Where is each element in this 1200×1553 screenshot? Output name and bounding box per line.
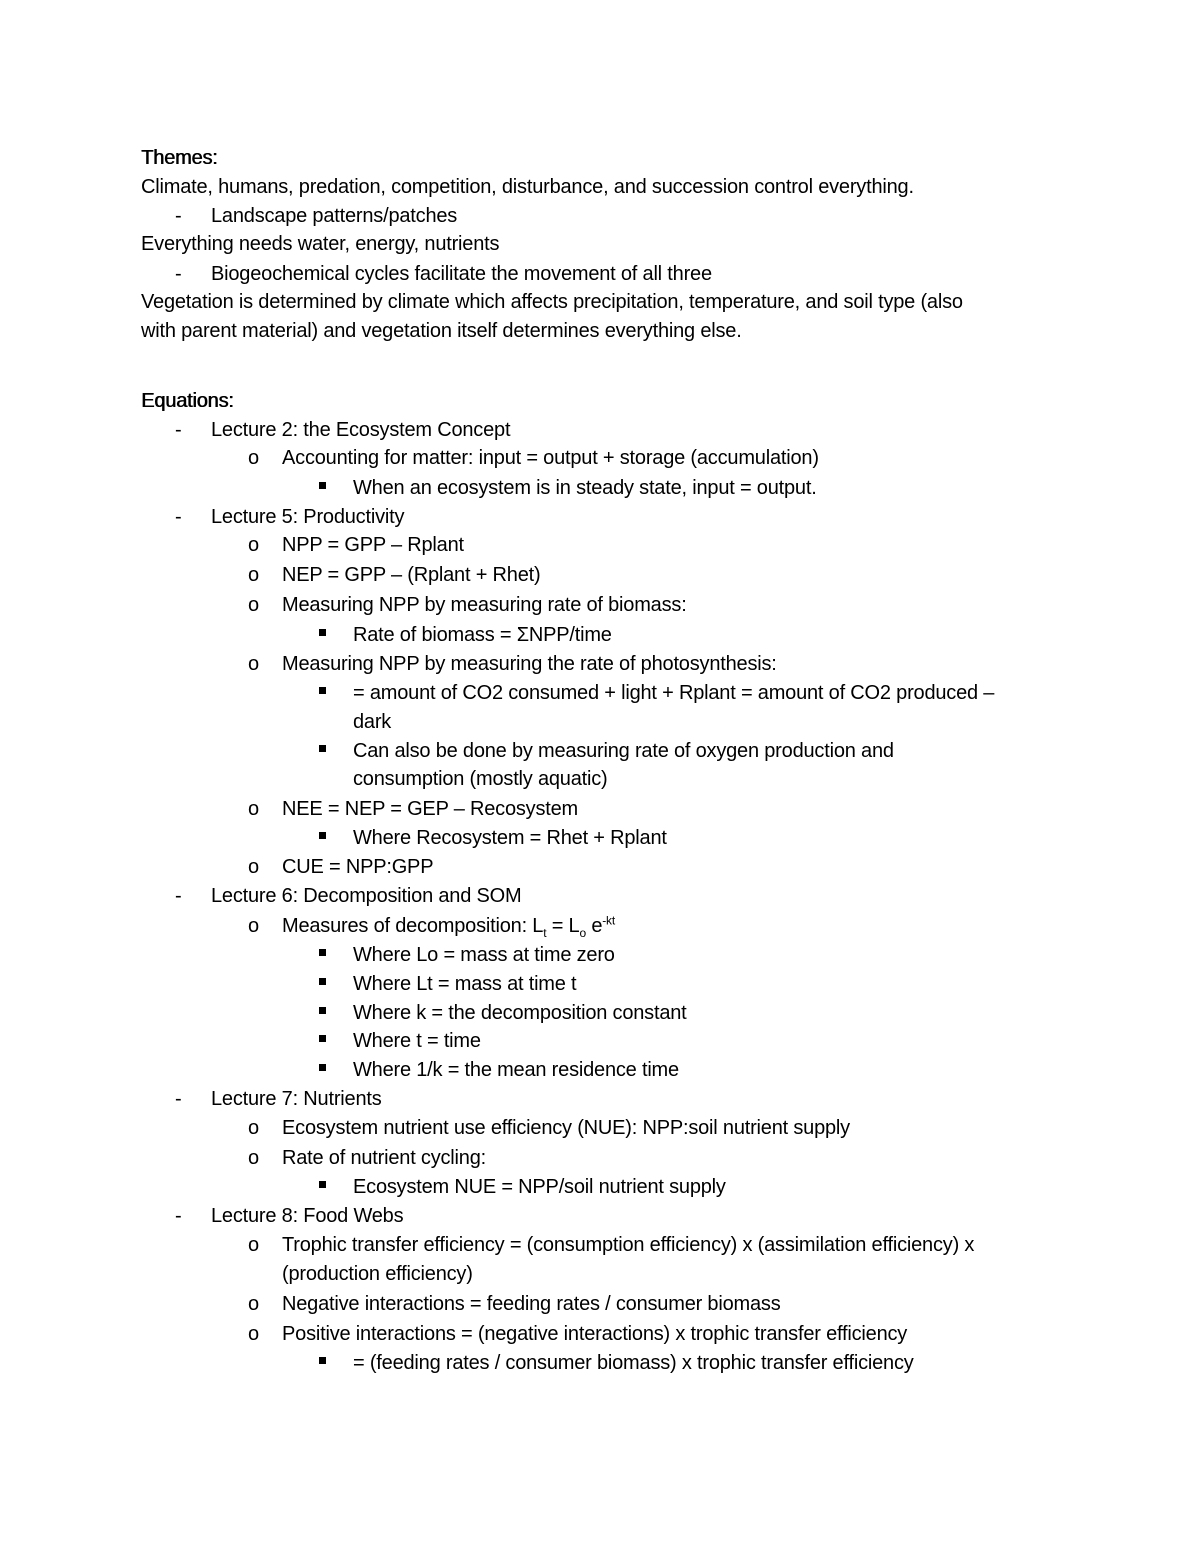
square-bullet-icon — [319, 1064, 326, 1071]
equations-heading: Equations: — [141, 390, 234, 412]
equation-superscript: -kt — [602, 913, 615, 928]
list-item: Measuring NPP by measuring the rate of photosynthesis: — [282, 653, 777, 675]
equation-text: = L — [546, 915, 580, 937]
list-subitem: Where Lt = mass at time t — [353, 973, 577, 995]
list-subitem: Where Recosystem = Rhet + Rplant — [353, 827, 667, 849]
dash-bullet: - — [175, 885, 182, 907]
list-subitem: = (feeding rates / consumer biomass) x trophic transfer efficiency — [353, 1352, 914, 1374]
list-item-continuation: (production efficiency) — [282, 1263, 473, 1285]
list-item: Measuring NPP by measuring rate of biomass: — [282, 594, 687, 616]
dash-bullet: - — [175, 205, 182, 227]
dash-bullet: - — [175, 506, 182, 528]
list-subitem: When an ecosystem is in steady state, input = output. — [353, 477, 817, 499]
list-item: Ecosystem nutrient use efficiency (NUE): NPP:soil nutrient supply — [282, 1117, 850, 1139]
list-subitem: Rate of biomass = ΣNPP/time — [353, 624, 612, 646]
circle-bullet: o — [248, 534, 260, 556]
list-item: NEE = NEP = GEP – Recosystem — [282, 798, 579, 820]
list-item: Accounting for matter: input = output + storage (accumulation) — [282, 447, 819, 469]
themes-line: Landscape patterns/patches — [211, 205, 458, 227]
square-bullet-icon — [319, 745, 326, 752]
circle-bullet: o — [248, 915, 260, 937]
list-item: Rate of nutrient cycling: — [282, 1147, 486, 1169]
lecture-title: Lecture 8: Food Webs — [211, 1205, 404, 1227]
list-item: Negative interactions = feeding rates / consumer biomass — [282, 1293, 781, 1315]
circle-bullet: o — [248, 798, 260, 820]
list-subitem: Where t = time — [353, 1030, 481, 1052]
list-subitem: Where 1/k = the mean residence time — [353, 1059, 679, 1081]
square-bullet-icon — [319, 687, 326, 694]
equation-subscript: o — [579, 926, 586, 940]
equation-text: e — [585, 915, 603, 937]
square-bullet-icon — [319, 832, 326, 839]
list-item: NEP = GPP – (Rplant + Rhet) — [282, 564, 541, 586]
list-item: NPP = GPP – Rplant — [282, 534, 464, 556]
themes-line: with parent material) and vegetation itself determines everything else. — [141, 320, 742, 342]
square-bullet-icon — [319, 1007, 326, 1014]
circle-bullet: o — [248, 856, 260, 878]
list-subitem-continuation: dark — [353, 711, 392, 733]
square-bullet-icon — [319, 629, 326, 636]
list-subitem: Where k = the decomposition constant — [353, 1002, 687, 1024]
themes-line: Vegetation is determined by climate which affects precipitation, temperature, and soil type (also — [141, 291, 963, 313]
circle-bullet: o — [248, 594, 260, 616]
square-bullet-icon — [319, 482, 326, 489]
themes-heading: Themes: — [141, 147, 218, 169]
themes-line: Biogeochemical cycles facilitate the movement of all three — [211, 263, 712, 285]
list-subitem: = amount of CO2 consumed + light + Rplant = amount of CO2 produced – — [353, 682, 995, 704]
circle-bullet: o — [248, 564, 260, 586]
circle-bullet: o — [248, 1234, 260, 1256]
square-bullet-icon — [319, 1357, 326, 1364]
square-bullet-icon — [319, 949, 326, 956]
equation-subscript: t — [543, 926, 547, 940]
square-bullet-icon — [319, 978, 326, 985]
dash-bullet: - — [175, 1088, 182, 1110]
decomposition-equation — [282, 914, 615, 938]
themes-line: Climate, humans, predation, competition, disturbance, and succession control everything. — [141, 176, 914, 198]
dash-bullet: - — [175, 263, 182, 285]
lecture-title: Lecture 7: Nutrients — [211, 1088, 382, 1110]
list-item: CUE = NPP:GPP — [282, 856, 434, 878]
equation-text: Measures of decomposition: L — [282, 915, 544, 937]
lecture-title: Lecture 6: Decomposition and SOM — [211, 885, 522, 907]
lecture-title: Lecture 5: Productivity — [211, 506, 405, 528]
list-subitem-continuation: consumption (mostly aquatic) — [353, 768, 608, 790]
list-subitem: Where Lo = mass at time zero — [353, 944, 615, 966]
list-subitem: Ecosystem NUE = NPP/soil nutrient supply — [353, 1176, 726, 1198]
dash-bullet: - — [175, 1205, 182, 1227]
circle-bullet: o — [248, 1117, 260, 1139]
circle-bullet: o — [248, 1293, 260, 1315]
square-bullet-icon — [319, 1035, 326, 1042]
circle-bullet: o — [248, 1323, 260, 1345]
list-item: Trophic transfer efficiency = (consumption efficiency) x (assimilation efficiency) x — [282, 1234, 975, 1256]
circle-bullet: o — [248, 447, 260, 469]
list-subitem: Can also be done by measuring rate of oxygen production and — [353, 740, 894, 762]
circle-bullet: o — [248, 653, 260, 675]
dash-bullet: - — [175, 419, 182, 441]
circle-bullet: o — [248, 1147, 260, 1169]
themes-line: Everything needs water, energy, nutrients — [141, 233, 500, 255]
square-bullet-icon — [319, 1181, 326, 1188]
lecture-title: Lecture 2: the Ecosystem Concept — [211, 419, 511, 441]
list-item: Positive interactions = (negative interactions) x trophic transfer efficiency — [282, 1323, 908, 1345]
